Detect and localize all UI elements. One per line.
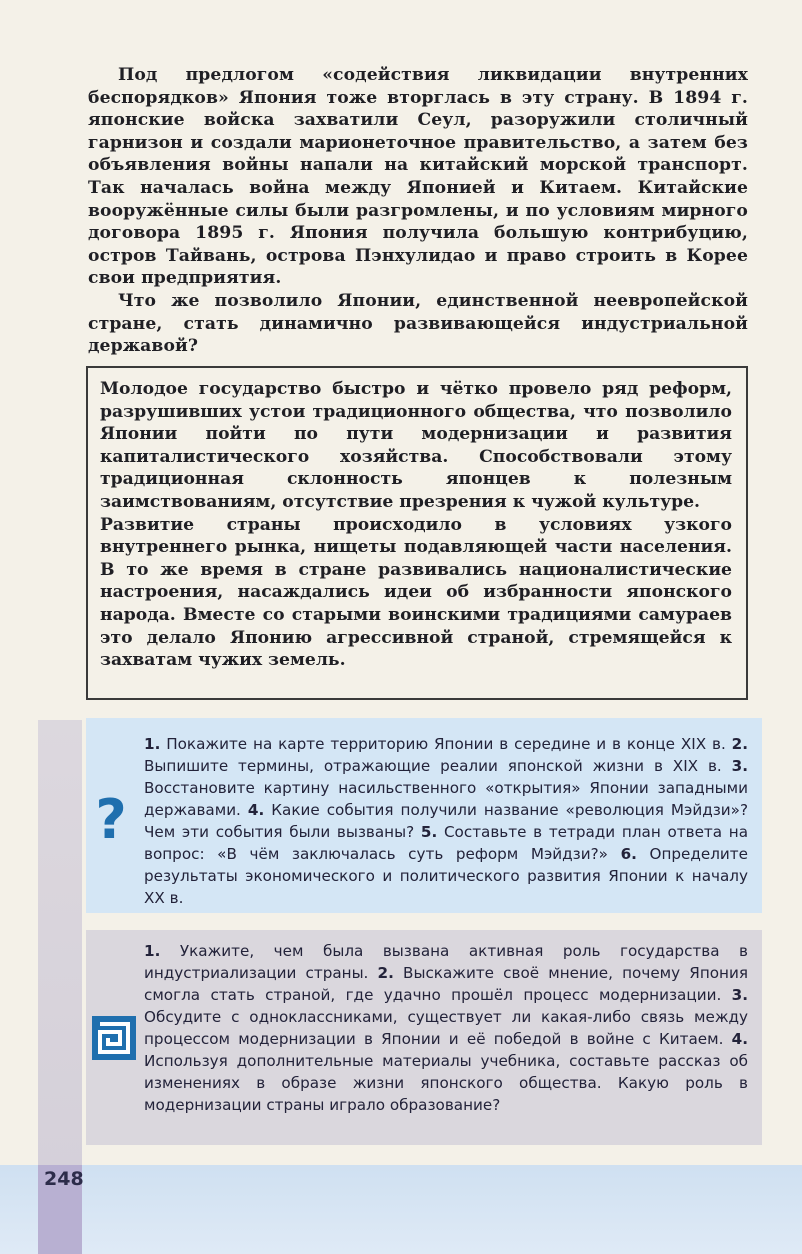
question-item: 5. Составьте в тетради план ответа на вопрос: «В чём заключалась суть реформ Мэйдзи?»	[144, 823, 749, 863]
summary-box	[86, 366, 748, 700]
question-mark-icon: ?	[95, 788, 127, 851]
task-item: 3. Обсудите с одноклассниками, существует ли какая-либо связь между процессом модернизации в Японии и её победой в войне с Китаем.	[144, 986, 748, 1048]
task-item: 2. Выскажите своё мнение, почему Япония смогла стать страной, где удачно прошёл процесс модернизации.	[144, 964, 748, 1004]
summary-paragraph: Молодое государство быстро и чётко провело ряд реформ, разрушивших устои традиционного общества, что позволило Японии пойти по пути модернизации и развития капиталистического хозяйства. Способствовали этому традиционная склонность японцев к полезным заимствованиям, отсутствие презрения к чужой культуре.	[100, 379, 732, 512]
page-number: 248	[44, 1168, 84, 1190]
paragraph: Под предлогом «содействия ликвидации внутренних беспорядков» Япония тоже вторглась в эту страну. В 1894 г. японские войска захватили Сеул, разоружили столичный гарнизон и создали марионеточное правительство, а затем без объявления войны напали на китайский морской транспорт. Так началась война между Японией и Китаем. Китайские вооружённые силы были разгромлены, и по условиям мирного договора 1895 г. Япония получила большую контрибуцию, остров Тайвань, острова Пэнхулидао и право строить в Корее свои предприятия.	[88, 65, 748, 289]
paragraph: Что же позволило Японии, единственной неевропейской стране, стать динамично развивающейся индустриальной державой?	[88, 290, 748, 357]
page-margin-strip	[38, 0, 82, 1254]
question-item: 6. Определите результаты экономического и политического развития Японии к началу XX в.	[144, 845, 748, 907]
main-text	[88, 64, 748, 358]
task-item: 4. Используя дополнительные материалы учебника, составьте рассказ об изменениях в образе жизни японского общества. Какую роль в модернизации страны играло образование?	[144, 1030, 749, 1114]
bottom-band	[0, 1165, 802, 1254]
questions-list	[144, 733, 748, 909]
question-item: 2. Выпишите термины, отражающие реалии японской жизни в XIX в.	[144, 735, 748, 775]
question-item: 3. Восстановите картину насильственного «открытия» Японии западными державами.	[144, 757, 748, 819]
summary-paragraph: Развитие страны происходило в условиях узкого внутреннего рынка, нищеты подавляющей части населения. В то же время в стране развивались националистические настроения, насаждались идеи об избранности японского народа. Вместе со старыми воинскими традициями самураев это делало Японию агрессивной страной, стремящейся к захватам чужих земель.	[100, 514, 732, 671]
question-item: 4. Какие события получили название «революция Мэйдзи»? Чем эти события были вызваны?	[144, 801, 749, 841]
question-item: 1. Покажите на карте территорию Японии в середине и в конце XIX в.	[144, 735, 726, 753]
tasks-list	[144, 940, 748, 1116]
meander-task-icon	[92, 1016, 136, 1060]
task-item: 1. Укажите, чем была вызвана активная роль государства в индустриализации страны.	[144, 942, 748, 982]
